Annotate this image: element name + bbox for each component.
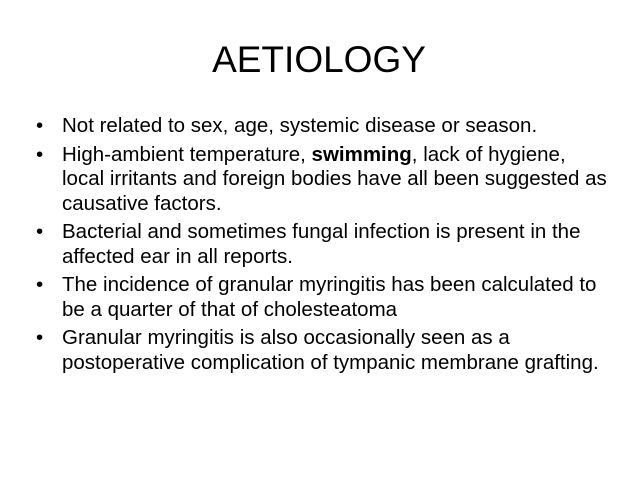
- bullet-item: [36, 143, 608, 217]
- bullet-icon: •: [36, 273, 44, 296]
- bullet-text: The incidence of granular myringitis has been calculated to be a quarter of that of cholesteatoma: [62, 273, 597, 321]
- bullet-list: [36, 114, 608, 379]
- bullet-icon: •: [36, 220, 44, 243]
- bullet-text: Granular myringitis is also occasionally seen as a postoperative complication of tympanic membrane grafting.: [62, 326, 599, 374]
- bullet-item: [36, 273, 608, 322]
- slide-title: AETIOLOGY: [212, 39, 426, 80]
- bullet-text: High-ambient temperature,: [62, 142, 312, 166]
- bullet-icon: •: [36, 114, 44, 137]
- bullet-item: [36, 114, 608, 139]
- bullet-icon: •: [36, 326, 44, 349]
- bullet-text: Not related to sex, age, systemic disease or season.: [62, 114, 538, 137]
- bullet-item: [36, 220, 608, 269]
- bullet-text: Bacterial and sometimes fungal infection is present in the affected ear in all reports.: [62, 220, 581, 268]
- bullet-icon: •: [36, 142, 44, 166]
- bullet-text-continued: , lack of hygiene, local irritants and foreign bodies have all been suggested as causative factors.: [62, 142, 607, 215]
- bullet-item: [36, 326, 608, 375]
- bullet-bold-text: swimming: [311, 142, 412, 166]
